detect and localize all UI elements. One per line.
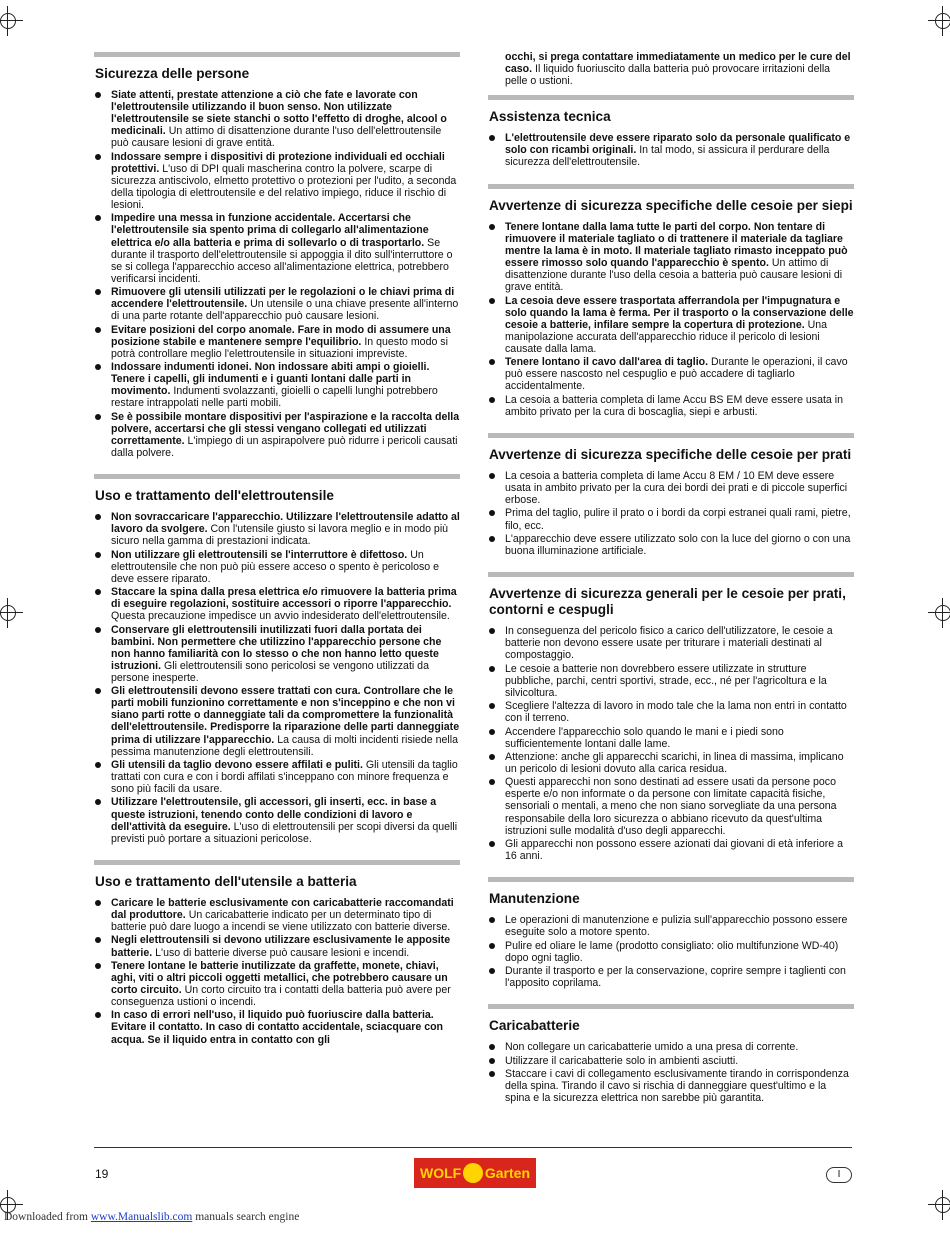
section-bar bbox=[94, 474, 460, 479]
section-bar bbox=[488, 184, 854, 189]
section bbox=[488, 433, 854, 557]
section-title: Uso e trattamento dell'utensile a batteria bbox=[95, 873, 357, 889]
item-text: In questo modo si potrà controllare meglio l'elettroutensile in situazioni impreviste. bbox=[111, 335, 448, 360]
list-item bbox=[94, 361, 460, 409]
list-item bbox=[94, 286, 460, 322]
section-gap bbox=[488, 419, 854, 433]
list-item bbox=[488, 914, 854, 938]
item-text: Questi apparecchi non sono destinati ad essere usati da persone poco esperte e/o non informate o da persone con limitate capacità fisiche, sensoriali o mentali, a meno che non siano sorvegliate da una persona responsabile della loro sicurezza o abbiano ricevuto da quest'ultima istruzioni sulle modalità d'uso degli apparecchi. bbox=[505, 776, 837, 837]
section-bar bbox=[488, 95, 854, 100]
download-prefix: Downloaded from bbox=[4, 1211, 91, 1223]
list-item bbox=[488, 700, 854, 724]
item-bold-text: Utilizzare l'elettroutensile, gli accessori, gli inserti, ecc. in base a queste istruzioni, tenendo conto delle condizioni di lavoro e dell'attività da eseguire. bbox=[111, 796, 437, 833]
item-text: L'impiego di un aspirapolvere può ridurre i pericoli causati dalla polvere. bbox=[111, 434, 458, 459]
item-bold-text: Se è possibile montare dispositivi per l'aspirazione e la raccolta della polvere, accertarsi che gli stessi vengano collegati ed utilizzati correttamente. bbox=[111, 410, 460, 447]
item-text: Indumenti svolazzanti, gioielli o capelli lunghi potrebbero restare intrappolati nelle parti mobili. bbox=[111, 385, 438, 410]
continued-bold: occhi, si prega contattare immediatamente un medico per le cure del caso. bbox=[505, 51, 851, 76]
bullet-list bbox=[488, 221, 854, 418]
continued-text: Il liquido fuoriuscito dalla batteria può provocare irritazioni della pelle o ustioni. bbox=[505, 63, 831, 88]
section-bar bbox=[488, 877, 854, 882]
item-bold-text: Non utilizzare gli elettroutensili se l'interruttore è difettoso. bbox=[111, 548, 408, 561]
bullet-list bbox=[488, 1041, 854, 1104]
section bbox=[488, 572, 854, 862]
item-text: Un corto circuito tra i contatti della batteria può avere per conseguenza ustioni o incendi. bbox=[111, 984, 451, 1009]
item-text: Se durante il trasporto dell'elettroutensile si appoggia il dito sull'interruttore o se si collega l'apparecchio acceso all'alimentazione elettrica, potrebbero verificarsi incidenti. bbox=[111, 236, 453, 285]
item-text: Un caricabatterie indicato per un determinato tipo di batterie può dare luogo a incendi se viene utilizzato con batterie diverse. bbox=[111, 909, 451, 934]
item-bold-text: Gli utensili da taglio devono essere affilati e puliti. bbox=[111, 758, 363, 771]
section-title: Avvertenze di sicurezza generali per le cesoie per prati, contorni e cespugli bbox=[489, 586, 846, 618]
section-title: Uso e trattamento dell'elettroutensile bbox=[95, 488, 334, 504]
list-item bbox=[94, 759, 460, 795]
item-text: L'uso di batterie diverse può causare lesioni e incendi. bbox=[152, 946, 410, 959]
list-item bbox=[94, 151, 460, 211]
section-bar bbox=[488, 433, 854, 438]
list-item bbox=[488, 965, 854, 989]
section-title: Manutenzione bbox=[489, 891, 580, 907]
list-item bbox=[94, 897, 460, 933]
wolf-garten-logo bbox=[414, 1158, 536, 1188]
item-bold-text: Siate attenti, prestate attenzione a ciò che fate e lavorate con l'elettroutensile utilizzando il buon senso. Non utilizzate l'elettroutensile se siete stanchi o sotto l'effetto di droghe, alcool o medicinali. bbox=[111, 89, 447, 138]
list-item bbox=[488, 295, 854, 355]
footer-divider bbox=[94, 1147, 852, 1148]
item-bold-text: Staccare la spina dalla presa elettrica e/o rimuovere la batteria prima di eseguire regolazioni, sostituire accessori o riporre l'apparecchio. bbox=[111, 586, 457, 611]
list-item bbox=[488, 394, 854, 418]
item-text: Scegliere l'altezza di lavoro in modo tale che la lama non entri in contatto con il terreno. bbox=[505, 700, 847, 725]
bullet-list bbox=[94, 897, 460, 1046]
section bbox=[488, 877, 854, 989]
section bbox=[488, 95, 854, 168]
continued-paragraph bbox=[488, 51, 854, 87]
list-item bbox=[94, 586, 460, 622]
item-text: Con l'utensile giusto si lavora meglio e in modo più sicuro nella gamma di prestazioni indicata. bbox=[111, 523, 449, 548]
section-gap bbox=[94, 846, 460, 860]
list-item bbox=[488, 663, 854, 699]
item-bold-text: In caso di errori nell'uso, il liquido può fuoriuscire dalla batteria. Evitare il contatto. In caso di contatto accidentale, sciacquare con acqua. Se il liquido entra in contatto con gli bbox=[111, 1009, 444, 1046]
item-text: L'uso di elettroutensili per scopi diversi da quelli previsti può portare a situazioni pericolose. bbox=[111, 820, 458, 845]
item-text: Non collegare un caricabatterie umido a una presa di corrente. bbox=[505, 1041, 799, 1054]
item-bold-text: Gli elettroutensili devono essere trattati con cura. Controllare che le parti mobili funzionino correttamente e non s'inceppino e che non vi siano parti rotte o danneggiate tali da compromettere la funzionalità dell'elettroutensile. Predisporre la riparazione delle parti danneggiate prima di utilizzare l'apparecchio. bbox=[111, 685, 460, 746]
list-item bbox=[488, 625, 854, 661]
item-bold-text: Negli elettroutensili si devono utilizzare esclusivamente le apposite batterie. bbox=[111, 934, 451, 959]
item-text: Durante il trasporto e per la conservazione, coprire sempre i taglienti con l'apposito coprilama. bbox=[505, 965, 846, 990]
item-text: La cesoia a batteria completa di lame Accu BS EM deve essere usata in ambito privato per la cura di boscaglia, siepi e arbusti. bbox=[505, 393, 844, 418]
registration-mark-bottom-right bbox=[928, 1190, 950, 1220]
section-bar bbox=[94, 52, 460, 57]
list-item bbox=[488, 507, 854, 531]
bullet-list bbox=[94, 89, 460, 459]
download-note bbox=[4, 1211, 299, 1223]
item-text: In tal modo, si assicura il perdurare della sicurezza dell'elettroutensile. bbox=[505, 144, 830, 169]
bullet-list bbox=[488, 470, 854, 557]
item-bold-text: La cesoia deve essere trasportata afferrandola per l'impugnatura e solo quando la lama è ferma. Per il trasporto o la conservazione delle cesoie a batterie, infilare sempre la copertura di protezione. bbox=[505, 294, 854, 331]
section-gap bbox=[488, 558, 854, 572]
item-text: La causa di molti incidenti risiede nella pessima manutenzione degli elettroutensili. bbox=[111, 733, 458, 758]
item-text: Accendere l'apparecchio solo quando le mani e i piedi sono sufficientemente lontani dalle lame. bbox=[505, 725, 784, 750]
list-item bbox=[94, 1009, 460, 1045]
section-title: Avvertenze di sicurezza specifiche delle cesoie per prati bbox=[489, 447, 852, 462]
list-item bbox=[488, 940, 854, 964]
section bbox=[488, 184, 854, 418]
section-bar bbox=[488, 1004, 854, 1009]
list-item bbox=[94, 685, 460, 758]
wolf-head-icon bbox=[463, 1163, 483, 1183]
manualslib-link[interactable]: www.Manualslib.com bbox=[90, 1211, 193, 1223]
item-text: Questa precauzione impedisce un avvio indesiderato dell'elettroutensile. bbox=[111, 610, 450, 623]
item-text: Un elettroutensile che non può più essere acceso o spento è pericoloso e deve essere riparato. bbox=[111, 548, 440, 585]
section-bar bbox=[488, 572, 854, 577]
item-text: Un attimo di disattenzione durante l'uso della cesoia a batteria può causare lesioni di grave entità. bbox=[505, 257, 843, 294]
list-item bbox=[488, 132, 854, 168]
item-text: Un attimo di disattenzione durante l'uso dell'elettroutensile può causare lesioni di grave entità. bbox=[111, 125, 442, 150]
list-item bbox=[488, 1041, 854, 1053]
item-bold-text: Evitare posizioni del corpo anomale. Fare in modo di assumere una posizione stabile e mantenere sempre l'equilibrio. bbox=[111, 323, 451, 348]
item-bold-text: Tenere lontane dalla lama tutte le parti del corpo. Non tentare di rimuovere il materiale tagliato o di trattenere il materiale da tagliare mentre la lama è in moto. Il materiale tagliato rimasto inceppato può essere rimosso solo quando l'apparecchio è spento. bbox=[505, 220, 848, 270]
registration-mark-mid-left bbox=[0, 598, 23, 628]
section bbox=[94, 474, 460, 845]
bullet-list bbox=[94, 511, 460, 845]
item-bold-text: Indossare indumenti idonei. Non indossare abiti ampi o gioielli. Tenere i capelli, gli indumenti e i guanti lontani dalle parti in movimento. bbox=[111, 361, 430, 398]
list-item bbox=[94, 624, 460, 684]
list-item bbox=[94, 511, 460, 547]
item-bold-text: Caricare le batterie esclusivamente con caricabatterie raccomandati dal produttore. bbox=[111, 896, 454, 922]
list-item bbox=[488, 221, 854, 294]
item-bold-text: L'elettroutensile deve essere riparato solo da personale qualificato e solo con ricambi originali. bbox=[505, 132, 851, 157]
registration-mark-top-right bbox=[928, 6, 950, 36]
right-sections bbox=[488, 95, 854, 1104]
item-text: Prima del taglio, pulire il prato o i bordi da corpi estranei quali rami, pietre, filo, ecc. bbox=[505, 507, 851, 532]
item-bold-text: Impedire una messa in funzione accidentale. Accertarsi che l'elettroutensile sia spento prima di collegarlo all'alimentazione elettrica e/o alla batteria e prima di sollevarlo o di trasportarlo. bbox=[111, 212, 429, 249]
list-item bbox=[488, 726, 854, 750]
item-text: Un utensile o una chiave presente all'interno di una parte rotante dell'apparecchio può causare lesioni. bbox=[111, 298, 459, 323]
item-text: L'apparecchio deve essere utilizzato solo con la luce del giorno o con una buona illuminazione artificiale. bbox=[505, 532, 851, 557]
section-gap bbox=[94, 460, 460, 474]
page-number: 19 bbox=[95, 1167, 109, 1181]
section bbox=[94, 52, 460, 459]
list-item bbox=[94, 549, 460, 585]
section-title: Sicurezza delle persone bbox=[95, 66, 250, 81]
logo-wolf-text: WOLF bbox=[420, 1165, 462, 1181]
section-bar bbox=[94, 860, 460, 865]
item-text: Pulire ed oliare le lame (prodotto consigliato: olio multifunzione WD-40) dopo ogni taglio. bbox=[505, 939, 839, 964]
item-bold-text: Tenere lontano il cavo dall'area di taglio. bbox=[505, 356, 709, 369]
section-title: Avvertenze di sicurezza specifiche delle cesoie per siepi bbox=[489, 197, 853, 213]
item-text: Durante le operazioni, il cavo può essere nascosto nel cespuglio e può accadere di tagliarlo accidentalmente. bbox=[505, 356, 848, 393]
item-text: Gli apparecchi non possono essere azionati dai giovani di età inferiore a 16 anni. bbox=[505, 837, 844, 863]
list-item bbox=[488, 533, 854, 557]
item-text: Attenzione: anche gli apparecchi scarichi, in linea di massima, implicano un pericolo di lesioni dovuto alla carica residua. bbox=[505, 750, 844, 775]
list-item bbox=[488, 356, 854, 392]
list-item bbox=[488, 838, 854, 862]
bullet-list bbox=[488, 914, 854, 989]
section-gap bbox=[488, 863, 854, 877]
item-text: Le operazioni di manutenzione e pulizia sull'apparecchio possono essere eseguite solo a motore spento. bbox=[505, 914, 848, 939]
language-badge: I bbox=[826, 1167, 852, 1183]
item-text: Le cesoie a batterie non dovrebbero essere utilizzate in strutture pubbliche, parchi, centri sportivi, strade, ecc., né per l'agricoltura e la silvicoltura. bbox=[505, 662, 827, 699]
bullet-list bbox=[488, 625, 854, 862]
list-item bbox=[94, 934, 460, 958]
download-suffix: manuals search engine bbox=[192, 1211, 300, 1223]
list-item bbox=[94, 212, 460, 285]
section bbox=[94, 860, 460, 1046]
list-item bbox=[488, 1068, 854, 1104]
item-text: La cesoia a batteria completa di lame Accu 8 EM / 10 EM deve essere usata in ambito privato per la cura dei bordi dei prati e di piccole superfici erbose. bbox=[505, 470, 848, 507]
registration-mark-top-left bbox=[0, 6, 23, 36]
list-item bbox=[94, 89, 460, 149]
item-text: Gli elettroutensili sono pericolosi se vengono utilizzati da persone inesperte. bbox=[111, 659, 429, 684]
section-title: Assistenza tecnica bbox=[489, 109, 611, 125]
section-gap bbox=[488, 170, 854, 184]
list-item bbox=[94, 411, 460, 459]
right-column bbox=[488, 51, 854, 1105]
item-text: L'uso di DPI quali mascherina contro la polvere, scarpe di sicurezza antiscivolo, elmetto protettivo o protezioni per l'udito, a seconda della tipologia di elettroutensile e del relativo impiego, riduce il rischio di lesioni. bbox=[111, 162, 457, 212]
bullet-list bbox=[488, 132, 854, 168]
item-text: In conseguenza del pericolo fisico a carico dell'utilizzatore, le cesoie a batterie non devono essere usate per triturare i materiali destinati al compostaggio. bbox=[505, 625, 833, 662]
item-bold-text: Tenere lontane le batterie inutilizzate da graffette, monete, chiavi, aghi, viti o altri piccoli oggetti metallici, che potrebbero causare un corto circuito. bbox=[111, 959, 448, 996]
list-item bbox=[94, 960, 460, 1008]
item-text: Una manipolazione accurata dell'apparecchio riduce il pericolo di lesioni causate dalla lama. bbox=[505, 318, 828, 355]
section-title: Caricabatterie bbox=[489, 1018, 580, 1034]
item-bold-text: Indossare sempre i dispositivi di protezione individuali ed occhiali protettivi. bbox=[111, 150, 445, 175]
item-bold-text: Conservare gli elettroutensili inutilizzati fuori dalla portata dei bambini. Non permettere che utilizzino l'apparecchio persone che non hanno familiarità con lo stesso o che non hanno letto queste istruzioni. bbox=[111, 623, 442, 672]
item-text: Gli utensili da taglio trattati con cura e con i bordi affilati s'inceppano con minore frequenza e sono più facili da usare. bbox=[111, 758, 458, 796]
section bbox=[488, 1004, 854, 1104]
section-gap bbox=[488, 990, 854, 1004]
list-item bbox=[488, 470, 854, 506]
list-item bbox=[488, 1055, 854, 1067]
list-item bbox=[488, 751, 854, 775]
left-column bbox=[94, 52, 460, 1047]
item-text: Utilizzare il caricabatterie solo in ambienti asciutti. bbox=[505, 1054, 739, 1067]
logo-garten-text: Garten bbox=[484, 1165, 530, 1181]
registration-mark-mid-right bbox=[928, 598, 950, 628]
item-text: Staccare i cavi di collegamento esclusivamente tirando in corrispondenza della spina. Tirando il cavo si rischia di danneggiare quest'ultimo e la spina e la sicurezza elettrica non sarebbe più garantita. bbox=[505, 1068, 849, 1105]
list-item bbox=[94, 796, 460, 844]
item-bold-text: Non sovraccaricare l'apparecchio. Utilizzare l'elettroutensile adatto al lavoro da svolgere. bbox=[111, 511, 460, 536]
list-item bbox=[94, 324, 460, 360]
item-bold-text: Rimuovere gli utensili utilizzati per le regolazioni o le chiavi prima di accendere l'elettroutensile. bbox=[111, 286, 455, 311]
list-item bbox=[488, 776, 854, 836]
